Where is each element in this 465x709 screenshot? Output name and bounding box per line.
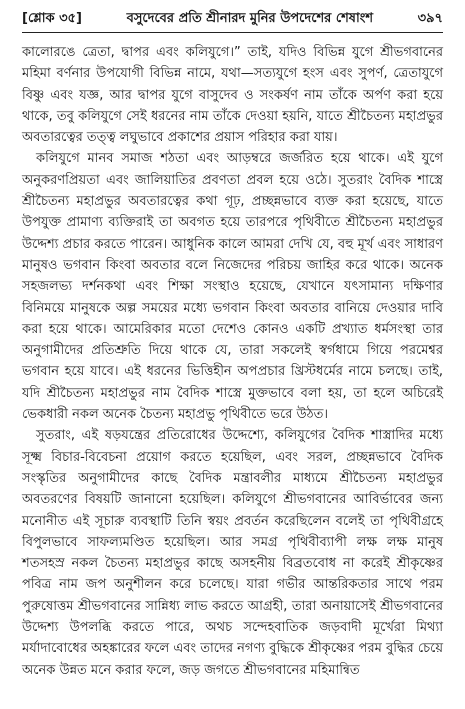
running-header bbox=[22, 10, 443, 28]
verse-reference: [শ্লোক ৩৫] bbox=[22, 11, 82, 26]
header-divider bbox=[22, 32, 443, 33]
chapter-title: বসুদেবের প্রতি শ্রীনারদ মুনির উপদেশের শেষাংশ bbox=[126, 11, 374, 26]
paragraph-3: সুতরাং, এই ষড়যন্ত্রের প্রতিরোধের উদ্দেশ্যে, কলিযুগের বৈদিক শাস্ত্রাদির মধ্যে সূক্ষ্ম বিচার-বিবেচনা প্রয়োগ করতে হয়েছিল, এবং সরল, প্রচ্ছন্নভাবে বৈদিক সংস্কৃতির অনুগামীদের কাছে বৈদিক মন্ত্রাবলীর মাধ্যমে শ্রীচৈতন্য মহাপ্রভুর অবতরণের বিষয়টি জানানো হয়েছিল। কলিযুগে শ্রীভগবানের আবির্ভাবের জন্য মনোনীত এই সূচারু ব্যবস্থাটি তিনি স্বয়ং প্রবর্তন করেছিলেন বলেই তা পৃথিবীগ্রহে বিপুলভাবে সাফল্যমণ্ডিত হয়েছিল। আর সমগ্র পৃথিবীব্যাপী লক্ষ লক্ষ মানুষ শতসহস্র নকল চৈতন্য মহাপ্রভুর কাছে অসহনীয় বিব্রতবোধ না করেই শ্রীকৃষ্ণের পবিত্র নাম জপ অনুশীলন করে চলেছে। যারা গভীর আন্তরিকতার সাথে পরম পুরুষোত্তম শ্রীভগবানের সান্নিধ্য লাভ করতে আগ্রহী, তারা অনায়াসেই শ্রীভগবানের উদ্দেশ্য উপলব্ধি করতে পারে, অথচ সন্দেহবাতিক জড়বাদী মূর্খেরা মিথ্যা মর্যাদাবোধের অহঙ্কারের ফলে এবং তাদের নগণ্য বুদ্ধিকে শ্রীকৃষ্ণের পরম বুদ্ধির চেয়ে অনেক উন্নত মনে করার ফলে, জড় জগতে শ্রীভগবানের মহিমান্বিত bbox=[22, 428, 443, 678]
paragraph-2: কলিযুগে মানব সমাজ শঠতা এবং আড়ম্বরে জর্জরিত হয়ে থাকে। এই যুগে অনুকরণপ্রিয়তা এবং জালিয়াতির প্রবণতা প্রবল হয়ে ওঠে। সুতরাং বৈদিক শাস্ত্রে শ্রীচৈতন্য মহাপ্রভুর অবতারত্বের কথা গূঢ়, প্রচ্ছন্নভাবে ব্যক্ত করা হয়েছে, যাতে উপযুক্ত প্রামাণ্য ব্যক্তিরাই তা অবগত হয়ে তারপরে পৃথিবীতে শ্রীচৈতন্য মহাপ্রভুর উদ্দেশ্য প্রচার করতে পারেন। আধুনিক কালে আমরা দেখি যে, বহু মূর্খ এবং সাধারণ মানুষও ভগবান কিংবা অবতার বলে নিজেদের পরিচয় জাহির করে থাকে। অনেক সহজলভ্য দর্শনকথা এবং শিক্ষা সংস্থাও হয়েছে, যেখানে যৎসামান্য দক্ষিণার বিনিময়ে মানুষকে অল্প সময়ের মধ্যে ভগবান কিংবা অবতার বানিয়ে দেওয়ার দাবি করা হয়ে থাকে। আমেরিকার মতো দেশেও কোনও একটি প্রখ্যাত ধর্মসংস্থা তার অনুগামীদের প্রতিশ্রুতি দিয়ে থাকে যে, তারা সকলেই স্বর্গধামে গিয়ে পরমেশ্বর ভগবান হয়ে যাবে। এই ধরনের ভিত্তিহীন অপপ্রচার খ্রিস্টধর্মের নামে চলছে। তাই, যদি শ্রীচৈতন্য মহাপ্রভুর নাম বৈদিক শাস্ত্রে মুক্তভাবে বলা হয়, তা হলে অচিরেই ভেকধারী নকল অনেক চৈতন্য মহাপ্রভু পৃথিবীতে ভরে উঠত। bbox=[22, 151, 443, 423]
page-number: ৩৯৭ bbox=[417, 11, 443, 26]
paragraph-1: কালোরঙে ত্রেতা, দ্বাপর এবং কলিযুগে।” তাই, যদিও বিভিন্ন যুগে শ্রীভগবানের মহিমা বর্ণনার উপযোগী বিভিন্ন নামে, যথা—সত্যযুগে হংস এবং সুপর্ণ, ত্রেতাযুগে বিষ্ণু এবং যজ্ঞ, আর দ্বাপর যুগে বাসুদেব ও সংকর্ষণ নাম তাঁকে অর্পণ করা হয়ে থাকে, তবু কলিযুগে সেই ধরনের নাম তাঁকে দেওয়া হয়নি, যাতে শ্রীচৈতন্য মহাপ্রভুর অবতারত্বের তত্ত্ব লঘুভাবে প্রকাশের প্রয়াস পরিহার করা যায়। bbox=[22, 45, 443, 146]
